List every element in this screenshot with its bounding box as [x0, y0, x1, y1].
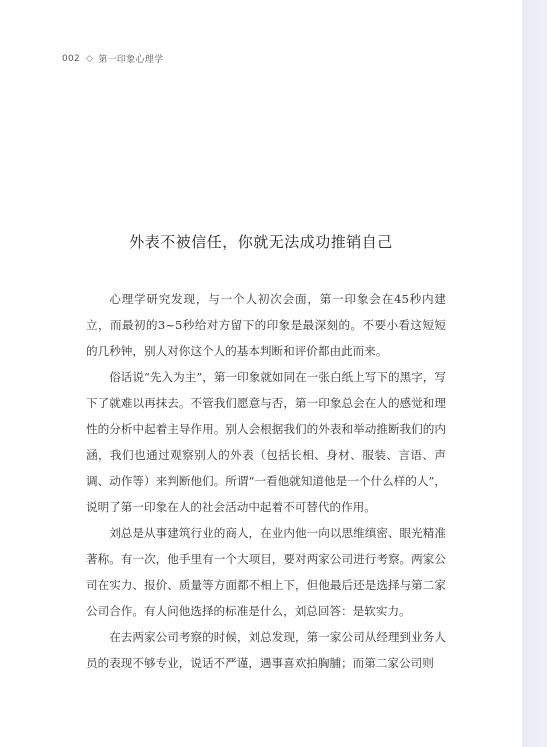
paragraph: 刘总是从事建筑行业的商人，在业内他一向以思维缜密、眼光精准著称。有一次，他手里有一个大项目，要对两家公司进行考察。两家公司在实力、报价、质量等方面都不相上下，但他最后还是选择与第二家公司合作。有人问他选择的标准是什么，刘总回答：是软实力。 [86, 526, 446, 618]
page-number: 002 [62, 53, 81, 64]
viewer-side-strip [522, 0, 547, 747]
page-header [62, 52, 163, 65]
paragraph: 俗话说“先入为主”，第一印象就如同在一张白纸上写下的黑字，写下了就难以再抹去。不管我们愿意与否，第一印象总会在人的感觉和理性的分析中起着主导作用。别人会根据我们的外表和举动推断我们的内涵，我们也通过观察别人的外表（包括长相、身材、服装、言语、声调、动作等）来判断他们。所谓“一看他就知道他是一个什么样的人”，说明了第一印象在人的社会活动中起着不可替代的作用。 [86, 370, 446, 514]
chapter-marker-icon: ◇ [86, 53, 94, 64]
body-text [86, 286, 446, 676]
section-title: 外表不被信任，你就无法成功推销自己 [129, 233, 393, 251]
book-title: 第一印象心理学 [98, 55, 164, 65]
paragraph: 在去两家公司考察的时候，刘总发现，第一家公司从经理到业务人员的表现不够专业，说话不严谨，遇事喜欢拍胸脯；而第二家公司则 [86, 630, 446, 670]
paragraph: 心理学研究发现，与一个人初次会面，第一印象会在45秒内建立，而最初的3~5秒给对方留下的印象是最深刻的。不要小看这短短的几秒钟，别人对你这个人的基本判断和评价都由此而来。 [86, 292, 446, 358]
